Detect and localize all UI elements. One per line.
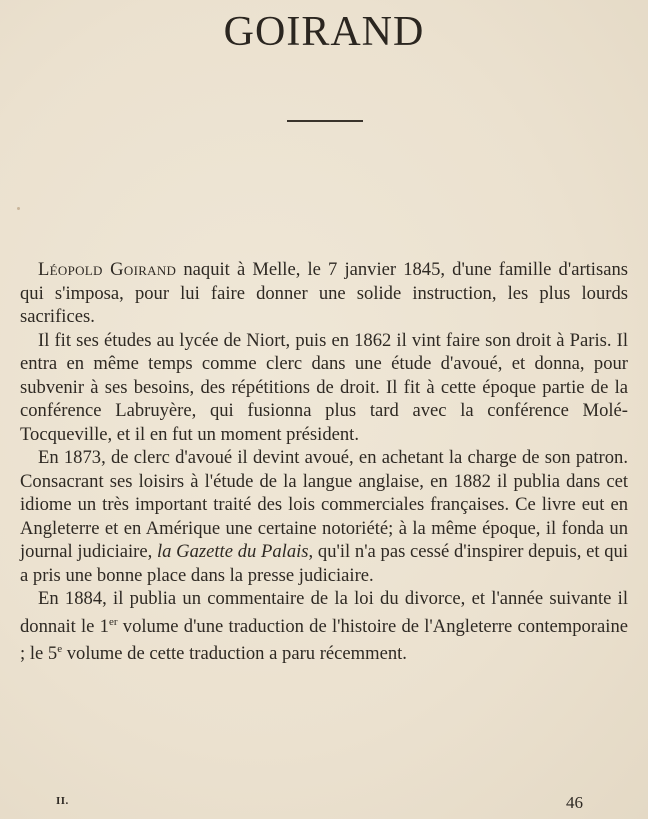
paragraph-2: Il fit ses études au lycée de Niort, puis en 1862 il vint faire son droit à Paris. Il entra en même temps comme clerc dans une étude d'avoué, et donna, pour subvenir à ses besoins, des répétitions de droit. Il fit à cette époque partie de la conférence Labruyère, qui fusionna plus tard avec la conférence Molé-Tocqueville, et il en fut un moment président.: [20, 329, 628, 445]
title-divider: [287, 120, 363, 122]
paragraph-4-text-after: volume de cette traduction a paru récemment.: [62, 643, 407, 665]
paragraph-3-text-after: , qu'il n'a pas cessé d'inspirer depuis, et qui a pris une bonne place dans la presse judiciaire.: [20, 541, 628, 586]
page-number: 46: [566, 793, 583, 812]
paragraph-4-text-before: En 1884, il publia un commentaire de la loi du divorce, et l'année suivante il donnait le 1: [20, 588, 628, 637]
page-title: GOIRAND: [223, 9, 425, 55]
paragraph-3: [20, 446, 628, 587]
paragraph-1-text: naquit à Melle, le 7 janvier 1845, d'une famille d'artisans qui s'imposa, pour lui faire donner une solide instruction, les plus lourds sacrifices.: [20, 259, 628, 327]
signature-mark: II.: [56, 795, 69, 807]
person-name: Léopold Goirand: [38, 259, 177, 280]
page-footer: [0, 795, 648, 815]
paragraph-1: [20, 258, 628, 329]
ordinal-superscript-1: er: [108, 615, 118, 628]
journal-title: la Gazette du Palais: [156, 541, 309, 562]
paragraph-3-text-before: En 1873, de clerc d'avoué il devint avoué, en achetant la charge de son patron. Consacrant ses loisirs à l'étude de la langue anglaise, en 1882 il publia dans cet idiome un très important traité des lois commerciales françaises. Ce livre eut en Angleterre et en Amérique une certaine notoriété; à la même époque, il fonda un journal judiciaire,: [20, 447, 628, 562]
paragraph-4-text-middle: volume d'une traduction de l'histoire de l'Angleterre contemporaine ; le 5: [20, 615, 628, 665]
biography-text: [20, 258, 628, 666]
paper-speck: [17, 207, 20, 210]
paragraph-4: [20, 587, 628, 666]
ordinal-superscript-2: e: [57, 643, 63, 656]
